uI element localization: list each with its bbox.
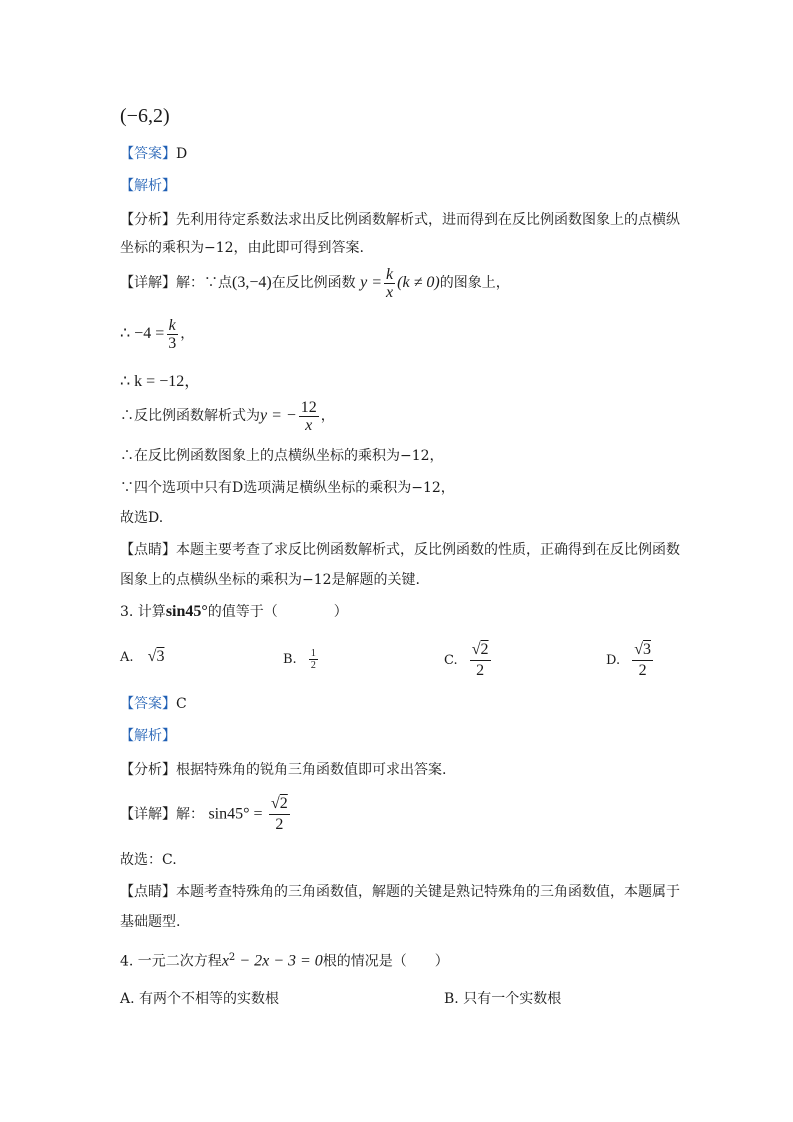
q2-step-3: [120, 398, 335, 434]
analysis-tag: 【解析】: [120, 728, 176, 744]
sin-expr: sin45°: [165, 603, 208, 620]
q3-stem: [120, 602, 348, 622]
sqrt-3: √3: [147, 648, 165, 665]
radicand: 2: [279, 795, 288, 812]
function-expr: y =: [360, 274, 383, 291]
dianjing-tag: 【点睛】: [120, 542, 176, 558]
xiangjie-text: 在反比例函数: [271, 275, 356, 291]
fraction-denominator: x: [386, 283, 394, 301]
q4-stem: [120, 948, 449, 972]
step-text: ∴在反比例函数图象上的点横纵坐标的乘积为−12，: [120, 448, 444, 464]
fenxi-tag: 【分析】: [120, 762, 176, 778]
dianjing-text: 图象上的点横纵坐标的乘积为−12是解题的关键.: [120, 572, 420, 588]
xiangjie-text: 解：∵点: [176, 275, 232, 291]
question-number-text: 4. 一元二次方程: [120, 953, 222, 970]
q3-answer: [120, 694, 187, 714]
equation-var: x: [221, 952, 229, 970]
choose-text: 故选：C.: [120, 852, 177, 868]
answer-tag: 【答案】: [120, 146, 176, 162]
fenxi-text: 先利用待定系数法求出反比例函数解析式，进而得到在反比例函数图象上的点横纵: [176, 212, 680, 228]
radicand: 3: [643, 641, 652, 658]
radicand: 3: [156, 648, 165, 665]
answer-value: C: [176, 696, 187, 712]
question-number-text: 3. 计算: [120, 604, 166, 620]
option-label: C.: [444, 653, 458, 668]
fenxi-text: 坐标的乘积为−12，由此即可得到答案.: [120, 240, 364, 256]
xiangjie-text: 的图象上，: [439, 275, 510, 291]
fraction-denominator: 2: [638, 662, 647, 679]
q2-step-4: [120, 446, 444, 466]
fraction-numerator: √2: [269, 794, 290, 815]
xiangjie-text: 解：: [176, 806, 204, 823]
fenxi-text: 根据特殊角的锐角三角函数值即可求出答案.: [176, 762, 447, 778]
step-punct: ，: [320, 408, 335, 424]
dianjing-tag: 【点睛】: [120, 884, 176, 900]
fraction-numerator: 1: [310, 648, 316, 659]
option-label: B.: [283, 652, 297, 667]
fraction-sqrt3-over-2: [632, 640, 653, 681]
step-punct: ，: [180, 326, 195, 342]
dianjing-text: 基础题型.: [120, 914, 181, 930]
analysis-tag: 【解析】: [120, 178, 176, 194]
fraction-numerator: √3: [632, 640, 653, 661]
q3-option-c: [444, 640, 493, 681]
fraction-numerator: k: [386, 265, 394, 283]
fraction-1-over-2: [309, 648, 318, 671]
q2-dianjing-line-1: [120, 540, 680, 560]
q3-dianjing-line-2: [120, 912, 180, 932]
sin-expr: sin45° =: [208, 805, 263, 823]
fraction-12-over-x: [299, 399, 319, 434]
q2-fenxi-line-2: [120, 238, 364, 258]
coordinate-text: (−6,2): [120, 105, 170, 127]
q2-analysis-heading: [120, 176, 176, 196]
question-text: 根的情况是（ ）: [322, 953, 449, 970]
step-text: ∵四个选项中只有D选项满足横纵坐标的乘积为−12，: [120, 480, 455, 496]
fraction-denominator: 3: [168, 334, 177, 352]
fraction-denominator: 2: [476, 662, 485, 679]
fraction-k-over-x: [384, 266, 395, 301]
q2-xiangjie-line: [120, 265, 510, 301]
step-text: ∴反比例函数解析式为: [120, 408, 260, 424]
q3-xiangjie: [120, 794, 292, 835]
fraction-sqrt2-over-2: [269, 794, 290, 835]
q2-fenxi-line-1: [120, 210, 680, 230]
choose-text: 故选D.: [120, 510, 164, 526]
point-expr: (3,−4): [232, 274, 272, 291]
option-label: D.: [606, 653, 621, 668]
q2-answer: [120, 144, 187, 164]
fraction-numerator: √2: [470, 640, 491, 661]
q2-step-5: [120, 478, 455, 498]
option-label: A.: [120, 650, 134, 665]
dianjing-text: 本题主要考查了求反比例函数解析式，反比例函数的性质，正确得到在反比例函数: [176, 542, 680, 558]
fraction-denominator: x: [305, 416, 313, 434]
q3-dianjing-line-1: [120, 882, 680, 902]
q3-analysis-heading: [120, 726, 176, 746]
q2-dianjing-line-2: [120, 570, 420, 590]
dianjing-text: 本题考查特殊角的三角函数值，解题的关键是熟记特殊角的三角函数值，本题属于: [176, 884, 680, 900]
option-text: B. 只有一个实数根: [444, 991, 562, 1007]
fraction-numerator: k: [168, 316, 176, 334]
fraction-denominator: 2: [275, 816, 284, 833]
step-expr: ∴ k = −12，: [120, 373, 201, 390]
fraction-numerator: 12: [300, 398, 317, 416]
fraction-sqrt2-over-2: [470, 640, 491, 681]
q3-choose: [120, 850, 177, 870]
equation-expr: − 2x − 3 = 0: [235, 952, 323, 970]
q4-option-b: [444, 988, 561, 1008]
q3-option-a: [120, 648, 164, 666]
answer-value: D: [176, 146, 188, 162]
question-text: 的值等于（ ）: [207, 604, 348, 620]
radicand: 2: [480, 641, 489, 658]
condition-expr: (k ≠ 0): [397, 274, 440, 291]
coordinate-fragment: [120, 106, 170, 128]
fraction-k-over-3: [166, 317, 178, 352]
q3-fenxi: [120, 760, 446, 780]
fenxi-tag: 【分析】: [120, 212, 176, 228]
q3-option-d: [606, 640, 655, 681]
q2-step-2: [120, 372, 200, 392]
q2-step-1: [120, 316, 194, 352]
option-text: A. 有两个不相等的实数根: [120, 991, 280, 1007]
fraction-denominator: 2: [310, 660, 316, 671]
q2-choose: [120, 508, 163, 528]
exponent: 2: [228, 952, 236, 963]
xiangjie-tag: 【详解】: [120, 806, 176, 823]
q4-option-a: [120, 988, 279, 1008]
q3-option-b: [283, 648, 320, 671]
answer-tag: 【答案】: [120, 696, 176, 712]
xiangjie-tag: 【详解】: [120, 275, 176, 291]
function-expr: y = −: [260, 407, 297, 424]
step-expr: ∴ −4 =: [120, 325, 165, 342]
